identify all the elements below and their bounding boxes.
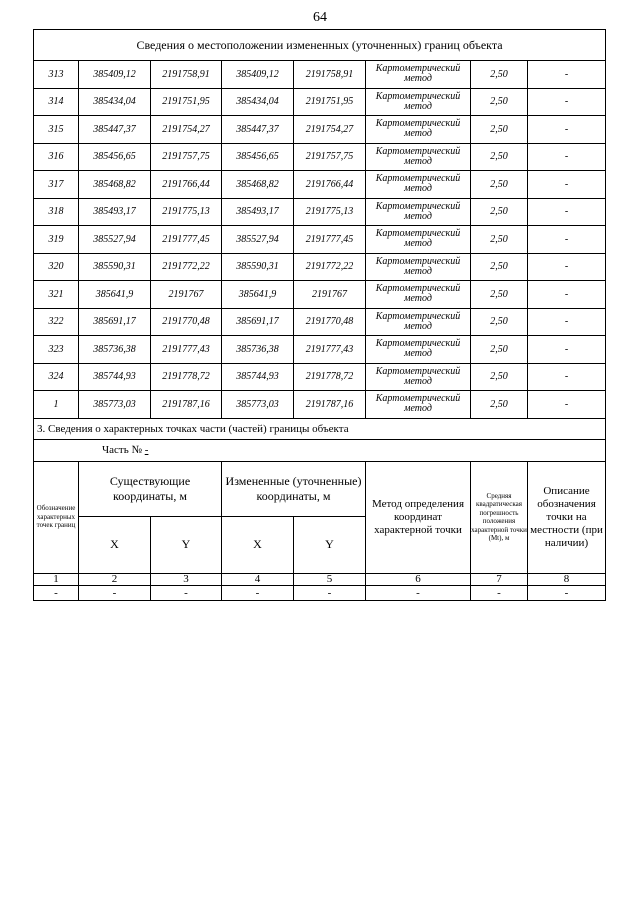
description-cell: - — [528, 281, 606, 309]
empty-cell: - — [366, 585, 471, 600]
table-row — [34, 171, 606, 199]
table-row — [34, 391, 606, 419]
empty-cell: - — [151, 585, 222, 600]
method-cell: Картометрический метод — [366, 391, 471, 419]
accuracy-cell: 2,50 — [471, 171, 528, 199]
column-number-row — [34, 573, 606, 585]
header-row-1 — [34, 461, 606, 516]
description-cell: - — [528, 171, 606, 199]
existing-y-cell: 2191775,13 — [151, 198, 222, 226]
changed-y-cell: 2191775,13 — [294, 198, 366, 226]
point-number-cell: 313 — [34, 61, 79, 89]
column-number: 2 — [79, 573, 151, 585]
point-number-cell: 320 — [34, 253, 79, 281]
column-number: 6 — [366, 573, 471, 585]
header-changed-x: X — [222, 516, 294, 573]
section3-title: 3. Сведения о характерных точках части (частей) границы объекта — [34, 418, 606, 439]
table-row — [34, 281, 606, 309]
existing-x-cell: 385590,31 — [79, 253, 151, 281]
description-cell: - — [528, 391, 606, 419]
table-row — [34, 143, 606, 171]
accuracy-cell: 2,50 — [471, 391, 528, 419]
method-cell: Картометрический метод — [366, 336, 471, 364]
point-number-cell: 319 — [34, 226, 79, 254]
header-changed-coords: Измененные (уточненные) координаты, м — [222, 461, 366, 516]
point-number-cell: 324 — [34, 363, 79, 391]
method-cell: Картометрический метод — [366, 171, 471, 199]
point-number-cell: 323 — [34, 336, 79, 364]
empty-cell: - — [222, 585, 294, 600]
description-cell: - — [528, 143, 606, 171]
table-row — [34, 308, 606, 336]
changed-x-cell: 385493,17 — [222, 198, 294, 226]
method-cell: Картометрический метод — [366, 308, 471, 336]
method-cell: Картометрический метод — [366, 253, 471, 281]
changed-x-cell: 385447,37 — [222, 116, 294, 144]
description-cell: - — [528, 116, 606, 144]
column-number: 3 — [151, 573, 222, 585]
table-row — [34, 363, 606, 391]
part-row — [34, 439, 606, 461]
existing-x-cell: 385691,17 — [79, 308, 151, 336]
empty-data-row — [34, 585, 606, 600]
point-number-cell: 1 — [34, 391, 79, 419]
existing-x-cell: 385493,17 — [79, 198, 151, 226]
changed-y-cell: 2191751,95 — [294, 88, 366, 116]
column-number: 7 — [471, 573, 528, 585]
changed-y-cell: 2191766,44 — [294, 171, 366, 199]
header-point-designation: Обозначение характерных точек границ — [34, 461, 79, 573]
accuracy-cell: 2,50 — [471, 88, 528, 116]
part-label-wrap — [102, 444, 148, 456]
changed-x-cell: 385434,04 — [222, 88, 294, 116]
table-row — [34, 226, 606, 254]
part-cell — [34, 439, 606, 461]
empty-cell: - — [294, 585, 366, 600]
changed-x-cell: 385409,12 — [222, 61, 294, 89]
changed-y-cell: 2191787,16 — [294, 391, 366, 419]
existing-y-cell: 2191770,48 — [151, 308, 222, 336]
description-cell: - — [528, 88, 606, 116]
changed-y-cell: 2191758,91 — [294, 61, 366, 89]
changed-y-cell: 2191754,27 — [294, 116, 366, 144]
description-cell: - — [528, 198, 606, 226]
method-cell: Картометрический метод — [366, 61, 471, 89]
header-existing-x: X — [79, 516, 151, 573]
existing-x-cell: 385744,93 — [79, 363, 151, 391]
method-cell: Картометрический метод — [366, 281, 471, 309]
header-accuracy: Средняя квадратическая погрешность положения характерной точки (Mt), м — [471, 461, 528, 573]
boundary-table — [33, 29, 606, 601]
section-title-row — [34, 30, 606, 61]
table-row — [34, 336, 606, 364]
table-row — [34, 61, 606, 89]
column-number: 4 — [222, 573, 294, 585]
table-row — [34, 253, 606, 281]
part-value: - — [144, 444, 149, 456]
existing-y-cell: 2191777,45 — [151, 226, 222, 254]
accuracy-cell: 2,50 — [471, 143, 528, 171]
header-changed-y: Y — [294, 516, 366, 573]
description-cell: - — [528, 226, 606, 254]
method-cell: Картометрический метод — [366, 363, 471, 391]
part-label: Часть № — [102, 444, 142, 456]
section3-title-row — [34, 418, 606, 439]
existing-y-cell: 2191767 — [151, 281, 222, 309]
accuracy-cell: 2,50 — [471, 336, 528, 364]
existing-y-cell: 2191757,75 — [151, 143, 222, 171]
accuracy-cell: 2,50 — [471, 308, 528, 336]
existing-x-cell: 385409,12 — [79, 61, 151, 89]
point-number-cell: 321 — [34, 281, 79, 309]
changed-x-cell: 385773,03 — [222, 391, 294, 419]
accuracy-cell: 2,50 — [471, 253, 528, 281]
existing-y-cell: 2191754,27 — [151, 116, 222, 144]
accuracy-cell: 2,50 — [471, 61, 528, 89]
point-number-cell: 317 — [34, 171, 79, 199]
existing-y-cell: 2191758,91 — [151, 61, 222, 89]
table-row — [34, 88, 606, 116]
accuracy-cell: 2,50 — [471, 363, 528, 391]
existing-x-cell: 385434,04 — [79, 88, 151, 116]
changed-y-cell: 2191777,45 — [294, 226, 366, 254]
existing-y-cell: 2191751,95 — [151, 88, 222, 116]
column-number: 1 — [34, 573, 79, 585]
method-cell: Картометрический метод — [366, 116, 471, 144]
description-cell: - — [528, 61, 606, 89]
description-cell: - — [528, 308, 606, 336]
changed-y-cell: 2191770,48 — [294, 308, 366, 336]
existing-x-cell: 385468,82 — [79, 171, 151, 199]
changed-x-cell: 385590,31 — [222, 253, 294, 281]
accuracy-cell: 2,50 — [471, 116, 528, 144]
changed-y-cell: 2191757,75 — [294, 143, 366, 171]
header-method: Метод определения координат характерной точки — [366, 461, 471, 573]
changed-y-cell: 2191778,72 — [294, 363, 366, 391]
changed-x-cell: 385744,93 — [222, 363, 294, 391]
accuracy-cell: 2,50 — [471, 281, 528, 309]
existing-y-cell: 2191787,16 — [151, 391, 222, 419]
empty-cell: - — [79, 585, 151, 600]
changed-x-cell: 385736,38 — [222, 336, 294, 364]
method-cell: Картометрический метод — [366, 88, 471, 116]
description-cell: - — [528, 363, 606, 391]
existing-x-cell: 385736,38 — [79, 336, 151, 364]
point-number-cell: 314 — [34, 88, 79, 116]
page-number: 64 — [313, 10, 327, 25]
point-number-cell: 322 — [34, 308, 79, 336]
existing-y-cell: 2191778,72 — [151, 363, 222, 391]
accuracy-cell: 2,50 — [471, 226, 528, 254]
existing-x-cell: 385527,94 — [79, 226, 151, 254]
header-existing-coords: Существующие координаты, м — [79, 461, 222, 516]
point-number-cell: 316 — [34, 143, 79, 171]
point-number-cell: 318 — [34, 198, 79, 226]
column-number: 5 — [294, 573, 366, 585]
empty-cell: - — [471, 585, 528, 600]
existing-x-cell: 385641,9 — [79, 281, 151, 309]
empty-cell: - — [34, 585, 79, 600]
empty-cell: - — [528, 585, 606, 600]
section-title: Сведения о местоположении измененных (уточненных) границ объекта — [34, 30, 606, 61]
existing-y-cell: 2191766,44 — [151, 171, 222, 199]
description-cell: - — [528, 336, 606, 364]
method-cell: Картометрический метод — [366, 143, 471, 171]
changed-y-cell: 2191767 — [294, 281, 366, 309]
method-cell: Картометрический метод — [366, 226, 471, 254]
accuracy-cell: 2,50 — [471, 198, 528, 226]
table-row — [34, 116, 606, 144]
existing-x-cell: 385447,37 — [79, 116, 151, 144]
point-number-cell: 315 — [34, 116, 79, 144]
changed-x-cell: 385641,9 — [222, 281, 294, 309]
existing-x-cell: 385773,03 — [79, 391, 151, 419]
existing-y-cell: 2191777,43 — [151, 336, 222, 364]
header-description: Описание обозначения точки на местности (при наличии) — [528, 461, 606, 573]
changed-x-cell: 385468,82 — [222, 171, 294, 199]
column-number: 8 — [528, 573, 606, 585]
changed-y-cell: 2191772,22 — [294, 253, 366, 281]
table-row — [34, 198, 606, 226]
description-cell: - — [528, 253, 606, 281]
method-cell: Картометрический метод — [366, 198, 471, 226]
existing-y-cell: 2191772,22 — [151, 253, 222, 281]
changed-x-cell: 385456,65 — [222, 143, 294, 171]
changed-x-cell: 385691,17 — [222, 308, 294, 336]
changed-x-cell: 385527,94 — [222, 226, 294, 254]
header-existing-y: Y — [151, 516, 222, 573]
existing-x-cell: 385456,65 — [79, 143, 151, 171]
changed-y-cell: 2191777,43 — [294, 336, 366, 364]
